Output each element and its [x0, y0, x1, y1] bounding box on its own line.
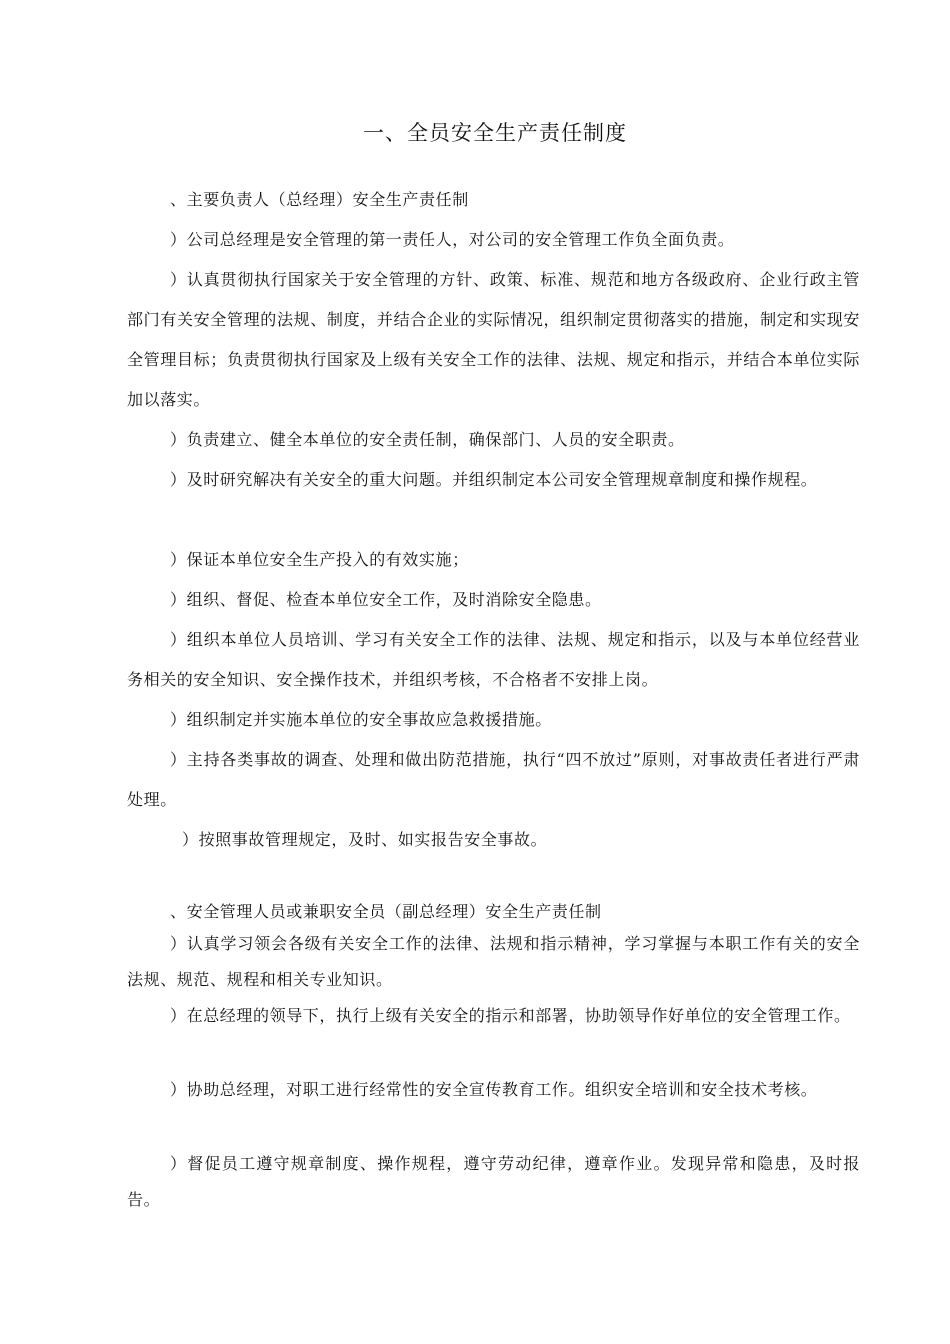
section2-item-1: ）认真学习领会各级有关安全工作的法律、法规和指示精神，学习掌握与本职工作有关的安全法规、规范、规程和相关专业知识。: [127, 934, 860, 989]
section1-item-6: ）组织、督促、检查本单位安全工作，及时消除安全隐患。: [170, 590, 602, 609]
section1-item-4: ）及时研究解决有关安全的重大问题。并组织制定本公司安全管理规章制度和操作规程。: [170, 470, 818, 489]
section1-heading: 、主要负责人（总经理）安全生产责任制: [170, 190, 469, 209]
section2-heading: 、安全管理人员或兼职安全员（副总经理）安全生产责任制: [170, 902, 602, 921]
section1-item-3: ）负责建立、健全本单位的安全责任制，确保部门、人员的安全职责。: [170, 430, 685, 449]
section1-item-10: ）按照事故管理规定，及时、如实报告安全事故。: [182, 830, 548, 849]
section1-item-7: ）组织本单位人员培训、学习有关安全工作的法律、法规、规定和指示，以及与本单位经营业务相关的安全知识、安全操作技术，并组织考核，不合格者不安排上岗。: [127, 630, 860, 689]
section2-item-3: ）协助总经理，对职工进行经常性的安全宣传教育工作。组织安全培训和安全技术考核。: [170, 1080, 818, 1099]
document-title: 一、全员安全生产责任制度: [363, 121, 627, 145]
section1-item-1: ）公司总经理是安全管理的第一责任人，对公司的安全管理工作负全面负责。: [170, 230, 735, 249]
section1-item-8: ）组织制定并实施本单位的安全事故应急救援措施。: [170, 710, 552, 729]
section2-item-4: ）督促员工遵守规章制度、操作规程，遵守劳动纪律，遵章作业。发现异常和隐患，及时报告。: [127, 1154, 860, 1209]
section1-item-2: ）认真贯彻执行国家关于安全管理的方针、政策、标准、规范和地方各级政府、企业行政主管部门有关安全管理的法规、制度，并结合企业的实际情况，组织制定贯彻落实的措施，制定和实现安全管理目标；负责贯彻执行国家及上级有关安全工作的法律、法规、规定和指示，并结合本单位实际加以落实。: [127, 270, 860, 409]
section1-item-9: ）主持各类事故的调查、处理和做出防范措施，执行“四不放过”原则，对事故责任者进行严肃处理。: [127, 750, 860, 809]
section2-item-2: ）在总经理的领导下，执行上级有关安全的指示和部署，协助领导作好单位的安全管理工作。: [170, 1006, 851, 1025]
section1-item-5: ）保证本单位安全生产投入的有效实施；: [170, 550, 469, 569]
